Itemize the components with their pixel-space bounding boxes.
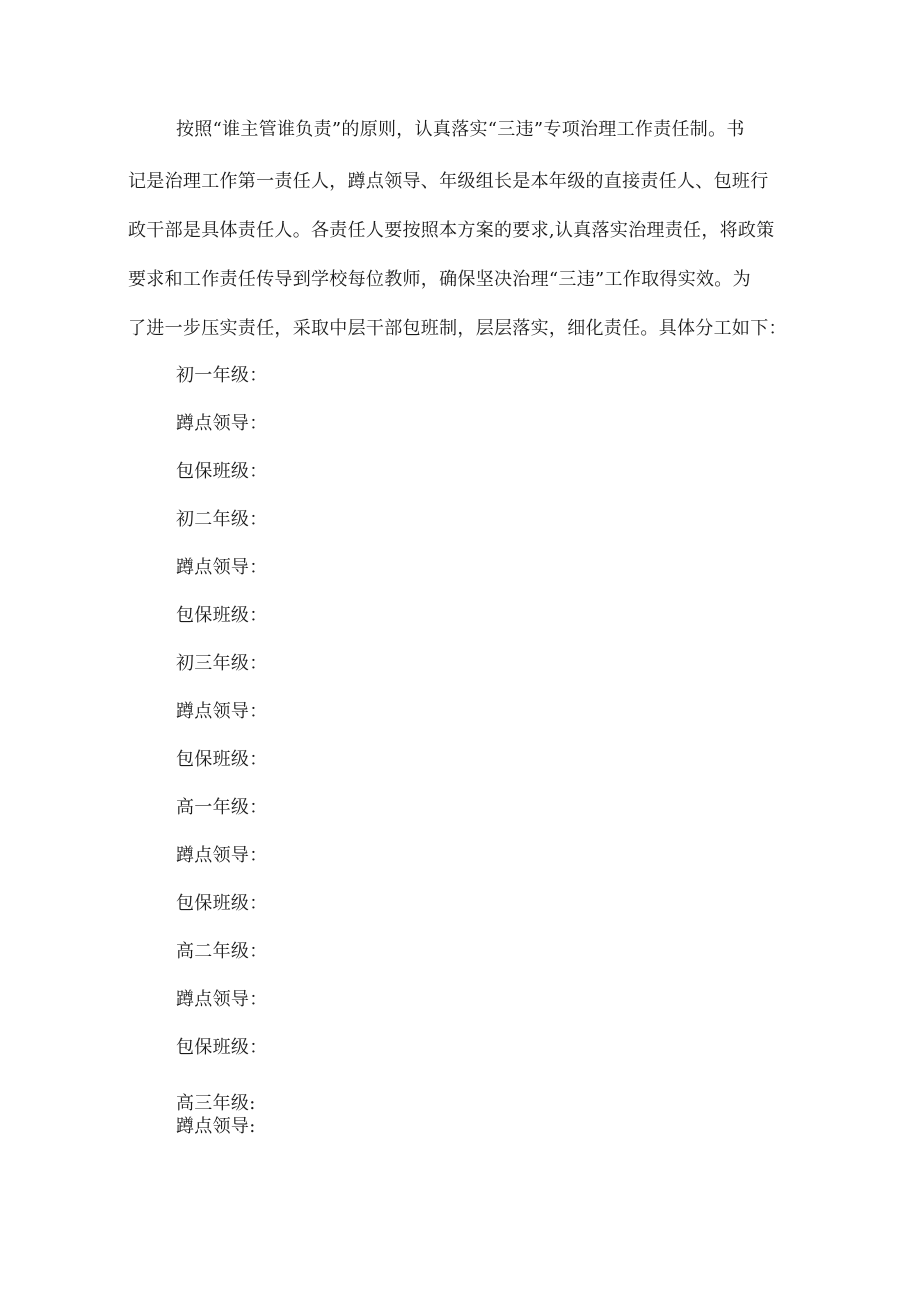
intro-line-3: 政干部是具体责任人。各责任人要按照本方案的要求,认真落实治理责任，将政策 (128, 220, 775, 241)
intro-line-1: 按照“谁主管谁负责”的原则，认真落实“三违”专项治理工作责任制。书 (176, 119, 745, 140)
intro-line-2: 记是治理工作第一责任人，蹲点领导、年级组长是本年级的直接责任人、包班行 (128, 171, 769, 192)
grade-12-leader-label: 蹲点领导: (176, 1116, 256, 1137)
grade-10-leader-label: 蹲点领导： (176, 845, 268, 866)
grade-8-label: 初二年级： (176, 509, 268, 530)
grade-7-classes-label: 包保班级： (176, 461, 268, 482)
intro-line-4: 要求和工作责任传导到学校每位教师，确保坚决治理“三违”工作取得实效。为 (128, 269, 751, 290)
grade-11-classes-label: 包保班级： (176, 1037, 268, 1058)
grade-12-label: 高三年级: (176, 1093, 256, 1114)
intro-line-5: 了进一步压实责任，采取中层干部包班制，层层落实，细化责任。具体分工如下： (128, 318, 787, 339)
grade-10-label: 高一年级： (176, 797, 268, 818)
grade-8-classes-label: 包保班级： (176, 605, 268, 626)
grade-9-classes-label: 包保班级： (176, 749, 268, 770)
grade-11-leader-label: 蹲点领导： (176, 989, 268, 1010)
grade-11-label: 高二年级： (176, 941, 268, 962)
grade-10-classes-label: 包保班级： (176, 893, 268, 914)
grade-7-label: 初一年级： (176, 365, 268, 386)
grade-8-leader-label: 蹲点领导： (176, 557, 268, 578)
grade-9-leader-label: 蹲点领导： (176, 701, 268, 722)
grade-7-leader-label: 蹲点领导： (176, 413, 268, 434)
grade-9-label: 初三年级： (176, 653, 268, 674)
